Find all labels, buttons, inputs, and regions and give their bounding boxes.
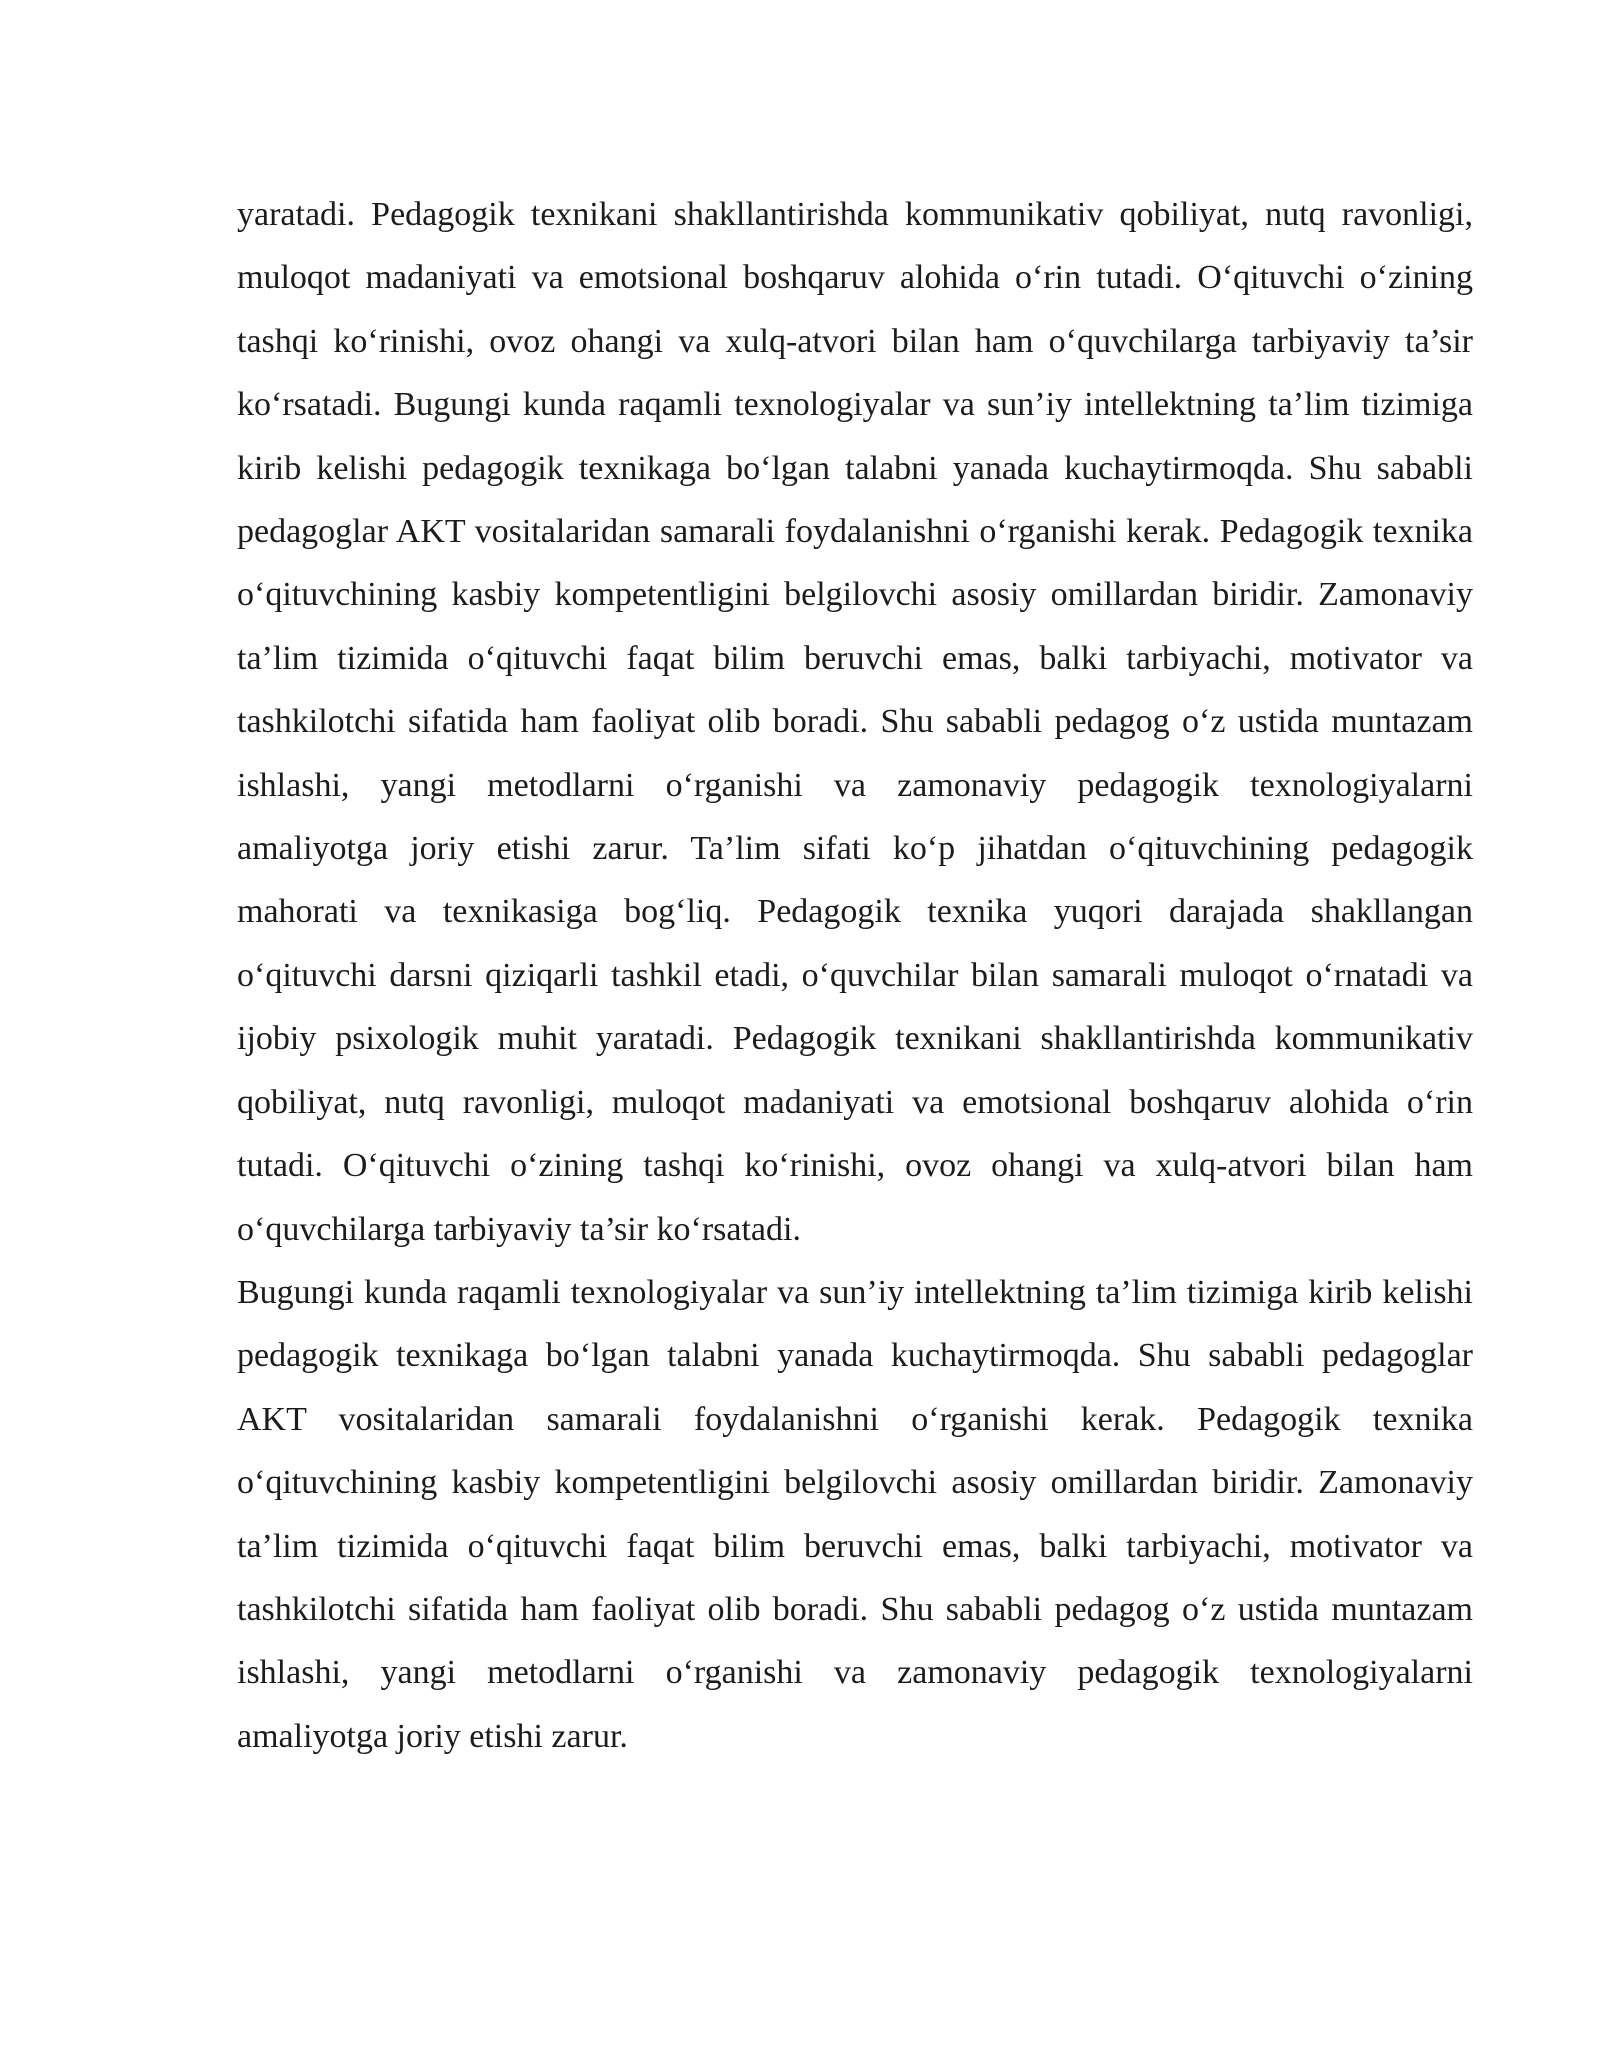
body-text (237, 183, 1473, 1768)
paragraph-2: Bugungi kunda raqamli texnologiyalar va sun’iy intellektning ta’lim tizimiga kirib kelishi pedagogik texnikaga bo‘lgan talabni yanada kuchaytirmoqda. Shu sababli pedagoglar AKT vositalaridan samarali foydalanishni o‘rganishi kerak. Pedagogik texnika o‘qituvchining kasbiy kompetentligini belgilovchi asosiy omillardan biridir. Zamonaviy ta’lim tizimida o‘qituvchi faqat bilim beruvchi emas, balki tarbiyachi, motivator va tashkilotchi sifatida ham faoliyat olib boradi. Shu sababli pedagog o‘z ustida muntazam ishlashi, yangi metodlarni o‘rganishi va zamonaviy pedagogik texnologiyalarni amaliyotga joriy etishi zarur. (237, 1273, 1473, 1755)
paragraph-1: yaratadi. Pedagogik texnikani shakllantirishda kommunikativ qobiliyat, nutq ravonligi, muloqot madaniyati va emotsional boshqaruv alohida o‘rin tutadi. O‘qituvchi o‘zining tashqi ko‘rinishi, ovoz ohangi va xulq-atvori bilan ham o‘quvchilarga tarbiyaviy ta’sir ko‘rsatadi. Bugungi kunda raqamli texnologiyalar va sun’iy intellektning ta’lim tizimiga kirib kelishi pedagogik texnikaga bo‘lgan talabni yanada kuchaytirmoqda. Shu sababli pedagoglar AKT vositalaridan samarali foydalanishni o‘rganishi kerak. Pedagogik texnika o‘qituvchining kasbiy kompetentligini belgilovchi asosiy omillardan biridir. Zamonaviy ta’lim tizimida o‘qituvchi faqat bilim beruvchi emas, balki tarbiyachi, motivator va tashkilotchi sifatida ham faoliyat olib boradi. Shu sababli pedagog o‘z ustida muntazam ishlashi, yangi metodlarni o‘rganishi va zamonaviy pedagogik texnologiyalarni amaliyotga joriy etishi zarur. Ta’lim sifati ko‘p jihatdan o‘qituvchining pedagogik mahorati va texnikasiga bog‘liq. Pedagogik texnika yuqori darajada shakllangan o‘qituvchi darsni qiziqarli tashkil etadi, o‘quvchilar bilan samarali muloqot o‘rnatadi va ijobiy psixologik muhit yaratadi. Pedagogik texnikani shakllantirishda kommunikativ qobiliyat, nutq ravonligi, muloqot madaniyati va emotsional boshqaruv alohida o‘rin tutadi. O‘qituvchi o‘zining tashqi ko‘rinishi, ovoz ohangi va xulq-atvori bilan ham o‘quvchilarga tarbiyaviy ta’sir ko‘rsatadi. (237, 196, 1473, 1248)
